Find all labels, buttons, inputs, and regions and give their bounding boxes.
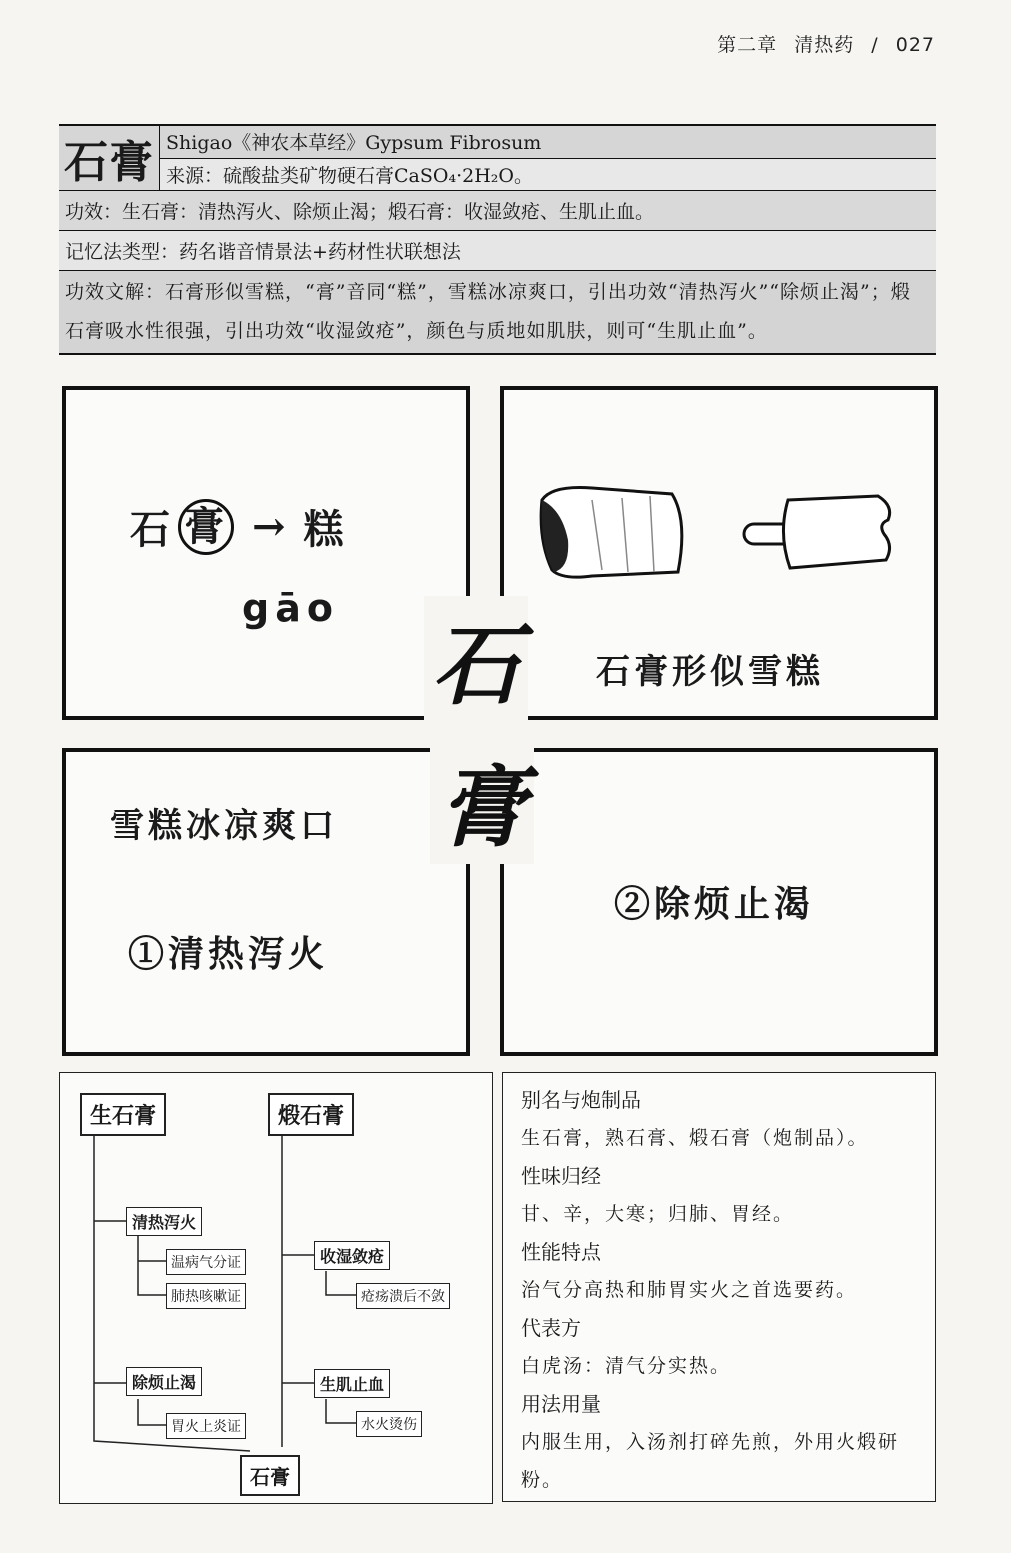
pun-char-circled: 膏	[178, 499, 234, 555]
comic-panel-3	[62, 748, 470, 1056]
usage-body: 内服生用，入汤剂打碎先煎，外用火煅研粉。	[521, 1431, 900, 1491]
pun-equation	[130, 498, 348, 555]
running-head	[707, 30, 935, 57]
herb-title-details	[160, 126, 936, 190]
separator: /	[871, 34, 879, 56]
herb-source-line: 来源：硫酸盐类矿物硬石膏CaSO₄·2H₂O。	[160, 158, 936, 191]
comic-panel-2	[500, 386, 938, 720]
alias-heading: 别名与炮制品	[521, 1088, 641, 1112]
effect-relieve-thirst-sub: 胃火上炎证	[166, 1413, 246, 1439]
taste-body: 甘、辛，大寒；归肺、胃经。	[521, 1203, 795, 1225]
effect-clear-heat-sub-1: 温病气分证	[166, 1249, 246, 1275]
formula-heading: 代表方	[521, 1316, 581, 1340]
calcined-gypsum-box: 煅石膏	[268, 1093, 354, 1136]
effect-clear-heat: 清热泻火	[126, 1207, 202, 1236]
comic-panel-1	[62, 386, 470, 720]
herb-explanation: 功效文解：石膏形似雪糕，“膏”音同“糕”，雪糕冰凉爽口，引出功效“清热泻火”“除烦止渴”；煅石膏吸水性很强，引出功效“收湿敛疮”，颜色与质地如肌肤，则可“生肌止血”。	[59, 271, 936, 353]
herb-title-row	[59, 126, 936, 191]
root-gypsum-box: 石膏	[240, 1455, 300, 1496]
page-number: 027	[895, 34, 935, 56]
herb-details-panel	[502, 1072, 936, 1502]
center-char-shi: 石	[424, 596, 528, 722]
feature-heading: 性能特点	[521, 1240, 601, 1264]
efficacy-diagram	[59, 1072, 493, 1504]
raw-gypsum-box: 生石膏	[80, 1093, 166, 1136]
effect-stop-bleeding: 生肌止血	[314, 1369, 390, 1398]
effect-stop-bleeding-sub: 水火烫伤	[356, 1411, 422, 1437]
herb-latin-line: Shigao《神农本草经》Gypsum Fibrosum	[160, 126, 936, 158]
section-label: 清热药	[794, 34, 855, 56]
ice-cream-bar-icon	[738, 490, 908, 580]
arrow-icon: →	[252, 503, 290, 550]
herb-memory-type: 记忆法类型：药名谐音情景法+药材性状联想法	[59, 231, 936, 271]
effect-relieve-thirst: 除烦止渴	[126, 1367, 202, 1396]
alias-body: 生石膏，熟石膏、煅石膏（炮制品）。	[521, 1127, 869, 1149]
pinyin-label: gāo	[242, 586, 339, 630]
panel3-caption-1: 雪糕冰凉爽口	[110, 806, 338, 846]
taste-heading: 性味归经	[521, 1164, 601, 1188]
gypsum-rock-icon	[532, 480, 692, 590]
panel4-caption: ②除烦止渴	[614, 883, 815, 925]
center-char-gao: 膏	[430, 738, 534, 864]
pun-char-left: 石	[130, 506, 174, 553]
herb-info-table	[59, 124, 936, 355]
effect-astringe-sores-sub: 疮疡溃后不敛	[356, 1283, 450, 1309]
comic-panel-4	[500, 748, 938, 1056]
formula-body: 白虎汤：清气分实热。	[521, 1355, 732, 1377]
herb-efficacy: 功效：生石膏：清热泻火、除烦止渴；煅石膏：收湿敛疮、生肌止血。	[59, 191, 936, 231]
herb-name: 石膏	[59, 126, 160, 190]
panel3-caption-2: ①清热泻火	[128, 933, 329, 975]
pun-char-right: 糕	[303, 506, 348, 553]
usage-heading: 用法用量	[521, 1392, 601, 1416]
effect-clear-heat-sub-2: 肺热咳嗽证	[166, 1283, 246, 1309]
chapter-label: 第二章	[717, 34, 778, 56]
effect-astringe-sores: 收湿敛疮	[314, 1241, 390, 1270]
panel2-caption: 石膏形似雪糕	[596, 652, 824, 692]
feature-body: 治气分高热和肺胃实火之首选要药。	[521, 1279, 858, 1301]
